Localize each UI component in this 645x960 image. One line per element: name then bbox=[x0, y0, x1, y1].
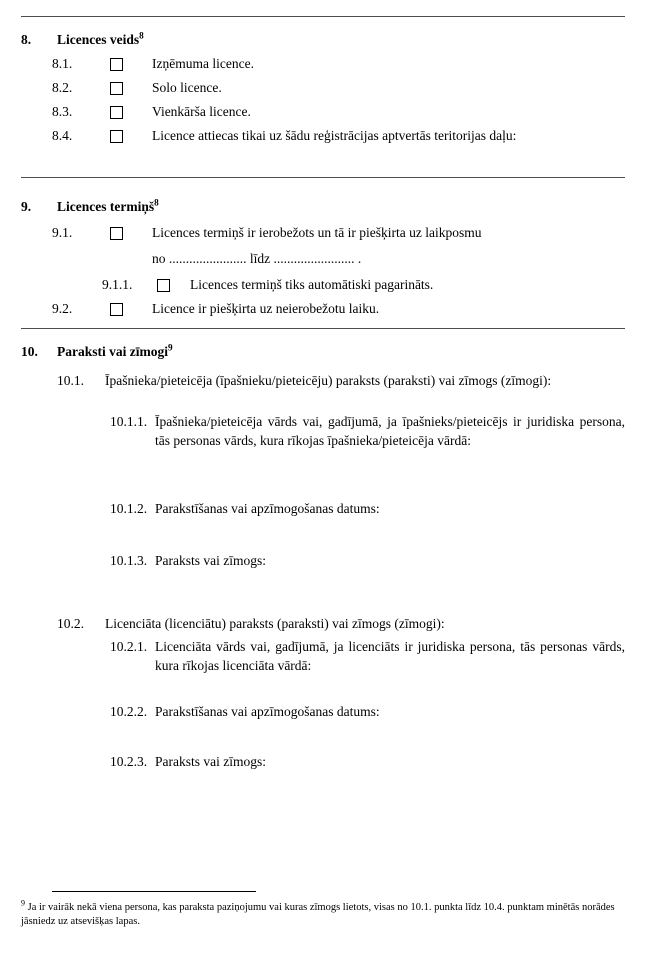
checkbox-9-1-1[interactable] bbox=[157, 279, 170, 292]
item-label-9-1-1: Licences termiņš tiks automātiski pagarināts. bbox=[190, 277, 434, 292]
section-divider-8-9 bbox=[21, 177, 625, 178]
footnote-text: Ja ir vairāk nekā viena persona, kas paraksta paziņojumu vai kuras zīmogs lietots, visas no 10.1. punkta līdz 10.4. punktam minētās norādes jāsniedz uz atsevišķas lapas. bbox=[21, 902, 615, 927]
footnote-ref-8a: 8 bbox=[139, 30, 144, 41]
section-divider-top bbox=[21, 16, 625, 17]
checkbox-row-8-1[interactable] bbox=[0, 54, 645, 78]
section-divider-9-10 bbox=[21, 328, 625, 329]
checkbox-row-9-2[interactable] bbox=[0, 299, 645, 323]
item-10-1-2 bbox=[110, 499, 625, 518]
item-index-8-2: 8.2. bbox=[52, 80, 73, 95]
checkbox-8-3[interactable] bbox=[110, 106, 123, 119]
section-8-heading bbox=[0, 32, 645, 54]
footnote-marker: 9 bbox=[21, 898, 25, 908]
item-index-9-1-1: 9.1.1. bbox=[102, 277, 133, 292]
item-index-10-1: 10.1. bbox=[57, 373, 84, 388]
item-index-9-2: 9.2. bbox=[52, 301, 73, 316]
section-8 bbox=[0, 32, 645, 150]
section-10-heading bbox=[0, 344, 645, 370]
checkbox-8-1[interactable] bbox=[110, 58, 123, 71]
item-text-10-1-1: Īpašnieka/pieteicēja vārds vai, gadījumā, ja īpašnieks/pieteicējs ir juridiska persona, tās personas vārds, kura rīkojas īpašnieka/pieteicēja vārdā: bbox=[155, 414, 625, 448]
checkbox-8-2[interactable] bbox=[110, 82, 123, 95]
item-10-1-3 bbox=[110, 551, 625, 570]
item-label-8-1: Izņēmuma licence. bbox=[152, 56, 254, 71]
item-label-8-3: Vienkārša licence. bbox=[152, 104, 251, 119]
item-10-2-1 bbox=[110, 637, 625, 675]
section-10-number: 10. bbox=[21, 344, 38, 359]
item-index-10-2-3: 10.2.3. bbox=[110, 754, 148, 769]
checkbox-9-2[interactable] bbox=[110, 303, 123, 316]
item-label-8-4: Licence attiecas tikai uz šādu reģistrācijas aptvertās teritorijas daļu: bbox=[152, 128, 517, 143]
checkbox-row-9-1-1[interactable] bbox=[0, 275, 645, 299]
checkbox-9-1[interactable] bbox=[110, 227, 123, 240]
item-text-10-1: Īpašnieka/pieteicēja (īpašnieku/pieteicēju) paraksts (paraksti) vai zīmogs (zīmogi): bbox=[105, 373, 552, 388]
item-9-1-date-range: no ....................... līdz ........................ . bbox=[152, 251, 362, 266]
item-index-8-3: 8.3. bbox=[52, 104, 73, 119]
footnote-separator bbox=[52, 891, 256, 892]
item-index-10-2-1: 10.2.1. bbox=[110, 639, 148, 654]
checkbox-row-8-2[interactable] bbox=[0, 78, 645, 102]
section-10-title: Paraksti vai zīmogi$^9$ bbox=[57, 342, 173, 359]
footnote-9 bbox=[21, 898, 625, 929]
item-index-10-1-3: 10.1.3. bbox=[110, 553, 148, 568]
item-index-10-1-1: 10.1.1. bbox=[110, 414, 148, 429]
checkbox-8-4[interactable] bbox=[110, 130, 123, 143]
item-text-10-2-2: Parakstīšanas vai apzīmogošanas datums: bbox=[155, 704, 380, 719]
item-text-10-1-3: Paraksts vai zīmogs: bbox=[155, 553, 266, 568]
section-8-title: Licences veids$^8$ bbox=[57, 30, 144, 47]
item-text-10-2-3: Paraksts vai zīmogs: bbox=[155, 754, 266, 769]
item-label-9-1: Licences termiņš ir ierobežots un tā ir piešķirta uz laikposmu bbox=[152, 225, 482, 240]
section-9-heading bbox=[0, 199, 645, 223]
item-text-10-2: Licenciāta (licenciātu) paraksts (paraksti) vai zīmogs (zīmogi): bbox=[105, 616, 445, 631]
item-label-8-2: Solo licence. bbox=[152, 80, 222, 95]
item-index-10-1-2: 10.1.2. bbox=[110, 501, 148, 516]
item-9-1-continuation-row bbox=[0, 249, 645, 275]
item-10-2-3 bbox=[110, 752, 625, 771]
item-10-2-2 bbox=[110, 702, 625, 721]
item-text-10-1-2: Parakstīšanas vai apzīmogošanas datums: bbox=[155, 501, 380, 516]
section-9-title: Licences termiņš$^8$ bbox=[57, 197, 159, 214]
checkbox-row-8-4[interactable] bbox=[0, 126, 645, 150]
section-10 bbox=[0, 344, 645, 370]
item-label-9-2: Licence ir piešķirta uz neierobežotu laiku. bbox=[152, 301, 380, 316]
section-9 bbox=[0, 199, 645, 323]
item-10-2 bbox=[57, 614, 625, 633]
item-index-9-1: 9.1. bbox=[52, 225, 73, 240]
checkbox-row-9-1[interactable] bbox=[0, 223, 645, 249]
item-index-8-4: 8.4. bbox=[52, 128, 73, 143]
item-10-1 bbox=[57, 371, 625, 390]
footnote-ref-8b: 8 bbox=[154, 197, 159, 208]
item-index-10-2-2: 10.2.2. bbox=[110, 704, 148, 719]
item-index-10-2: 10.2. bbox=[57, 616, 84, 631]
section-9-number: 9. bbox=[21, 199, 32, 214]
item-10-1-1 bbox=[110, 412, 625, 450]
footnote-ref-9: 9 bbox=[168, 342, 173, 353]
item-index-8-1: 8.1. bbox=[52, 56, 73, 71]
checkbox-row-8-3[interactable] bbox=[0, 102, 645, 126]
section-8-number: 8. bbox=[21, 32, 32, 47]
item-text-10-2-1: Licenciāta vārds vai, gadījumā, ja licenciāts ir juridiska persona, tās personas vārds, kura rīkojas licenciāta vārdā: bbox=[155, 639, 625, 673]
